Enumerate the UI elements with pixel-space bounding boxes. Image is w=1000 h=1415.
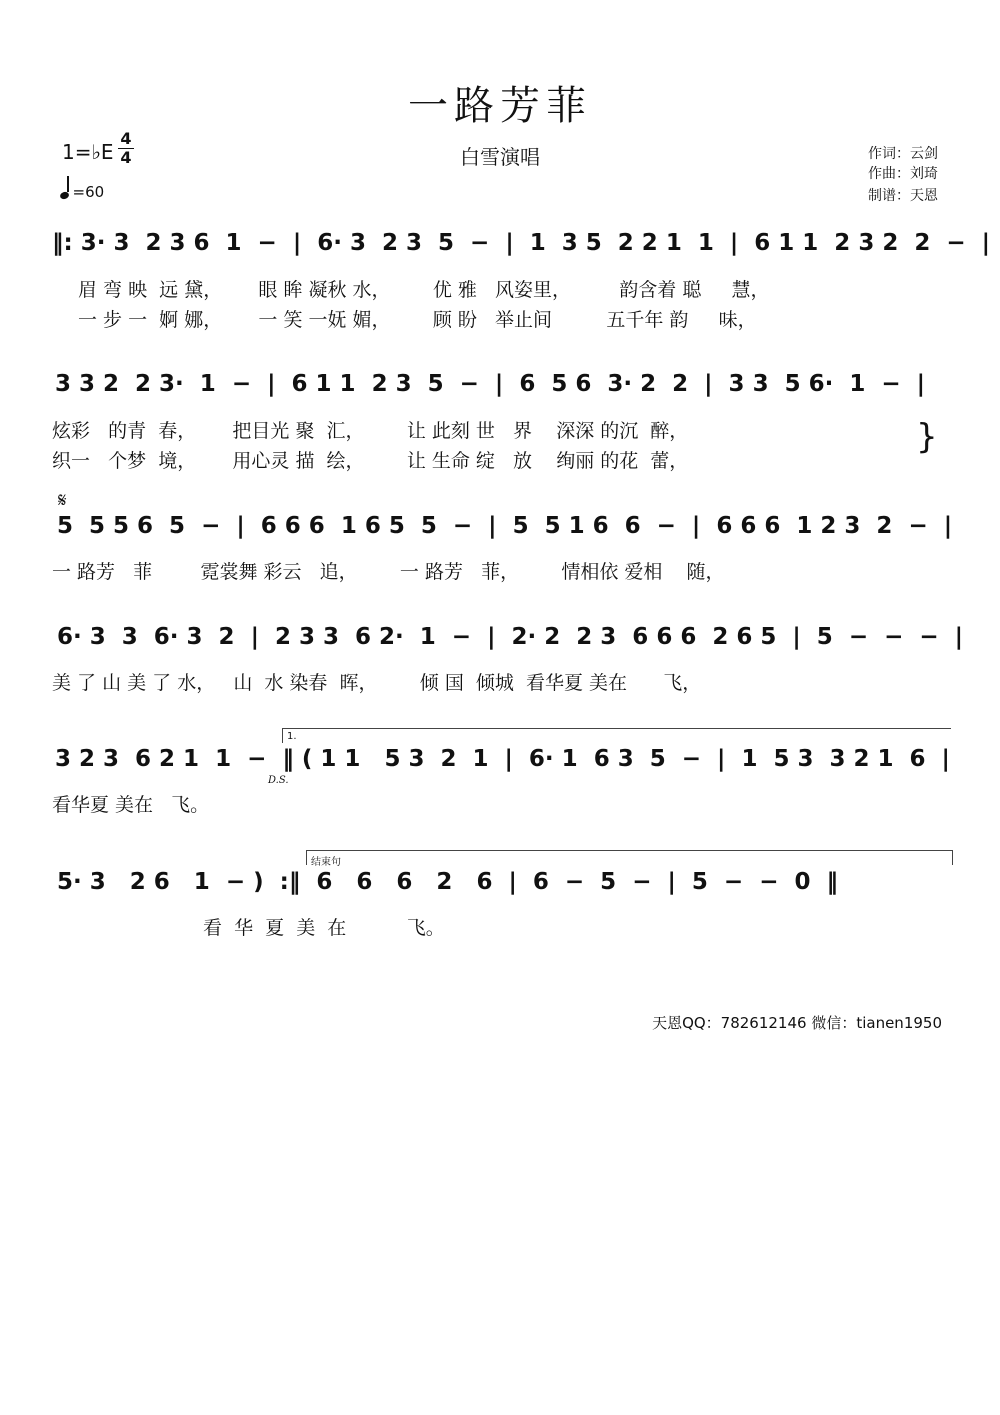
system-5-lyrics: 看华夏 美在 飞。 [52,794,210,816]
lyricist-credit: 作词：云剑 [868,146,938,162]
system-1-lyrics-verse-2: 一 步 一 婀 娜， 一 笑 一妩 媚， 顾 盼 举止间 五千年 韵 味， [78,309,757,331]
system-6-lyrics: 看 华 夏 美 在 飞。 [52,917,445,939]
system-1-notes: ‖: 3· 3 2 3 6 1 − | 6· 3 2 3 5 − | 1 3 5 2 2 1 1 | 6 1 1 2 3 2 2 − | [52,230,991,256]
song-title: 一路芳菲 [408,83,592,129]
system-2-notes: 3 3 2 2 3· 1 − | 6 1 1 2 3 5 − | 6 5 6 3· 2 2 | 3 3 5 6· 1 − | [55,371,926,397]
tempo-marking [60,181,104,201]
system-6-notes: 5· 3 2 6 1 − ) :‖ 6 6 6 2 6 | 6 − 5 − | 5 − − 0 ‖ [57,869,839,895]
composer-credit: 作曲：刘琦 [868,166,938,182]
segno-icon: 𝄋 [58,488,67,512]
first-ending-bracket [282,728,951,743]
transcriber-credit: 制谱：天恩 [868,188,938,204]
singer-credit: 白雪演唱 [460,145,540,169]
key-signature: 1=♭E [62,140,114,164]
tempo-value: =60 [72,183,105,201]
system-2-lyrics-verse-2: 织一 个梦 境， 用心灵 描 绘， 让 生命 绽 放 绚丽 的花 蕾， [52,450,689,472]
system-4-notes: 6· 3 3 6· 3 2 | 2 3 3 6 2· 1 − | 2· 2 2 3 6 6 6 2 6 5 | 5 − − − | [57,624,964,650]
time-signature-bottom: 4 [118,148,134,167]
verse-brace-icon: } [916,417,938,457]
dal-segno-mark: D.S. [268,775,289,786]
quarter-note-icon [59,191,70,201]
system-2-lyrics-verse-1: 炫彩 的青 春， 把目光 聚 汇， 让 此刻 世 界 深深 的沉 醉， [52,420,689,442]
quarter-note-stem [67,176,69,192]
system-3-notes: 5 5 5 6 5 − | 6 6 6 1 6 5 5 − | 5 5 1 6 6 − | 6 6 6 1 2 3 2 − | [57,513,953,539]
system-3-lyrics: 一 路芳 菲 霓裳舞 彩云 追， 一 路芳 菲， 情相依 爱相 随， [52,561,725,583]
system-1-lyrics-verse-1: 眉 弯 映 远 黛， 眼 眸 凝秋 水， 优 雅 风姿里， 韵含着 聪 慧， [78,279,770,301]
system-5-notes: 3 2 3 6 2 1 1 − ‖ ( 1 1 5 3 2 1 | 6· 1 6 3 5 − | 1 5 3 3 2 1 6 | [55,746,950,772]
system-4-lyrics: 美 了 山 美 了 水， 山 水 染春 晖， 倾 国 倾城 看华夏 美在 飞， [52,672,702,694]
ending-bracket [306,850,953,865]
time-signature [118,130,134,167]
first-ending-label: 1. [287,731,297,742]
contact-footer: 天恩QQ：782612146 微信：tianen1950 [652,1014,942,1032]
ending-phrase-label: 结束句 [311,857,341,868]
time-signature-top: 4 [120,129,132,148]
